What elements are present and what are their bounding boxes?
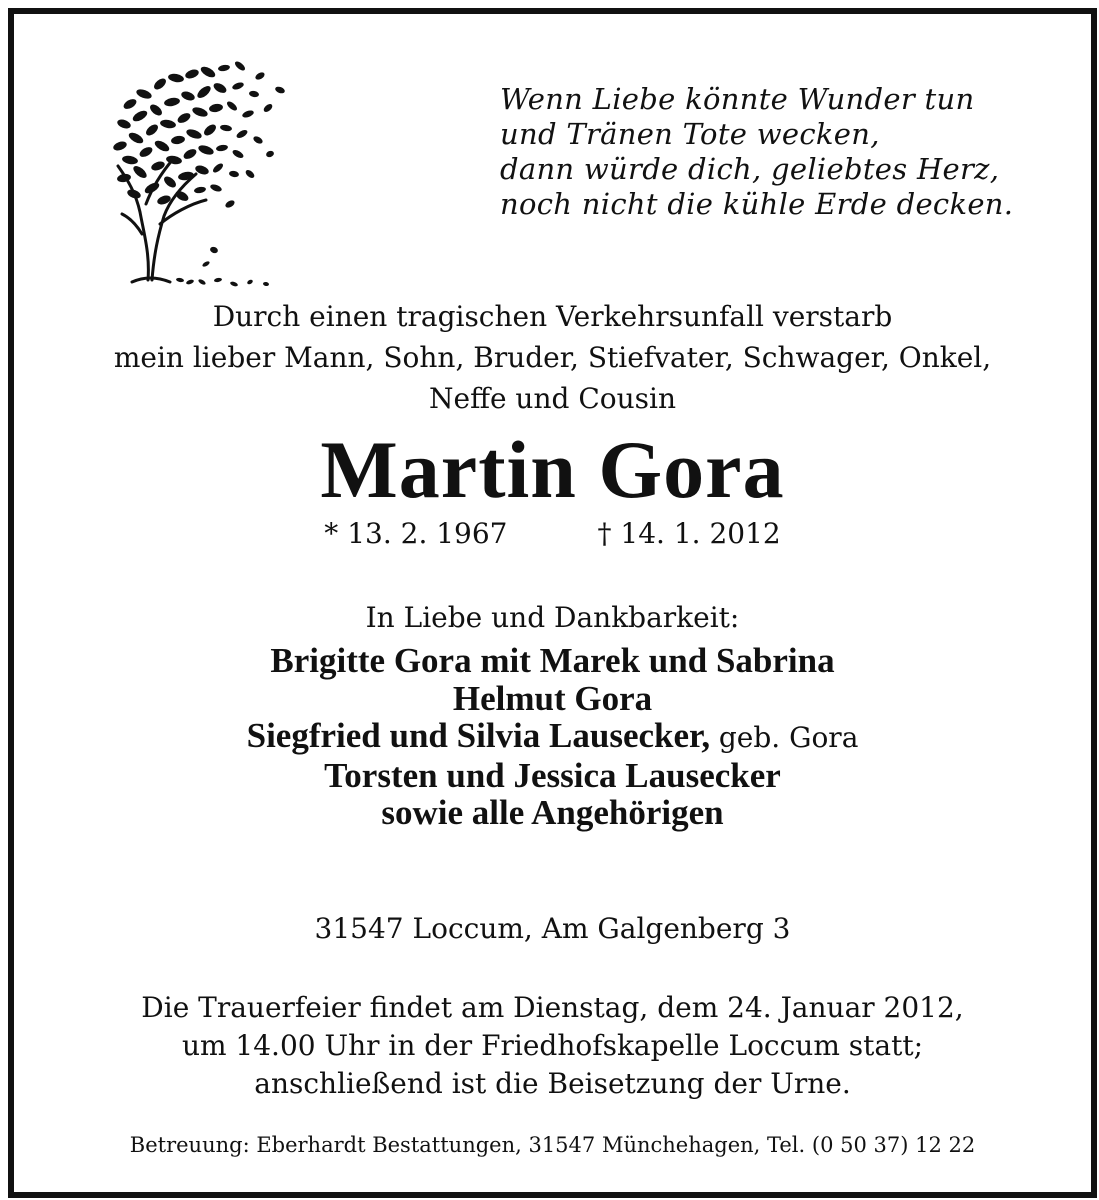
mourner-names: Siegfried und Silvia Lausecker, (246, 716, 711, 755)
service-info (14, 989, 1091, 1103)
poem-line: dann würde dich, geliebtes Herz, (500, 152, 1000, 186)
intro-line: Neffe und Cousin (429, 382, 676, 415)
maiden-name-note: geb. Gora (718, 721, 859, 754)
mourners-list (14, 642, 1091, 832)
intro-line: Durch einen tragischen Verkehrsunfall verstarb (212, 300, 893, 333)
poem-line: noch nicht die kühle Erde decken. (500, 187, 1014, 221)
mourner-line: Brigitte Gora mit Marek und Sabrina (270, 641, 835, 680)
service-line: um 14.00 Uhr in der Friedhofskapelle Loccum statt; (181, 1029, 924, 1062)
service-line: anschließend ist die Beisetzung der Urne. (254, 1067, 851, 1100)
mourner-line: sowie alle Angehörigen (381, 793, 724, 832)
mourner-line (14, 717, 1091, 757)
intro-text (14, 296, 1091, 419)
tree-icon (110, 54, 290, 294)
family-address: 31547 Loccum, Am Galgenberg 3 (314, 912, 791, 945)
life-dates (14, 514, 1091, 554)
birth-date: * 13. 2. 1967 (324, 517, 508, 550)
mourner-line: Torsten und Jessica Lausecker (324, 755, 781, 795)
obituary-frame (8, 8, 1097, 1198)
death-date: † 14. 1. 2012 (597, 517, 781, 550)
poem-line: Wenn Liebe könnte Wunder tun (500, 82, 975, 116)
thanks-line: In Liebe und Dankbarkeit: (365, 601, 740, 634)
service-line: Die Trauerfeier findet am Dienstag, dem 24. Januar 2012, (141, 991, 964, 1024)
funeral-home-footer: Betreuung: Eberhardt Bestattungen, 31547 Münchehagen, Tel. (0 50 37) 12 22 (129, 1133, 976, 1157)
deceased-name: Martin Gora (320, 424, 785, 515)
poem (500, 82, 1080, 222)
mourner-line: Helmut Gora (452, 678, 653, 718)
intro-line: mein lieber Mann, Sohn, Bruder, Stiefvater, Schwager, Onkel, (113, 341, 992, 374)
poem-line: und Tränen Tote wecken, (500, 117, 880, 151)
